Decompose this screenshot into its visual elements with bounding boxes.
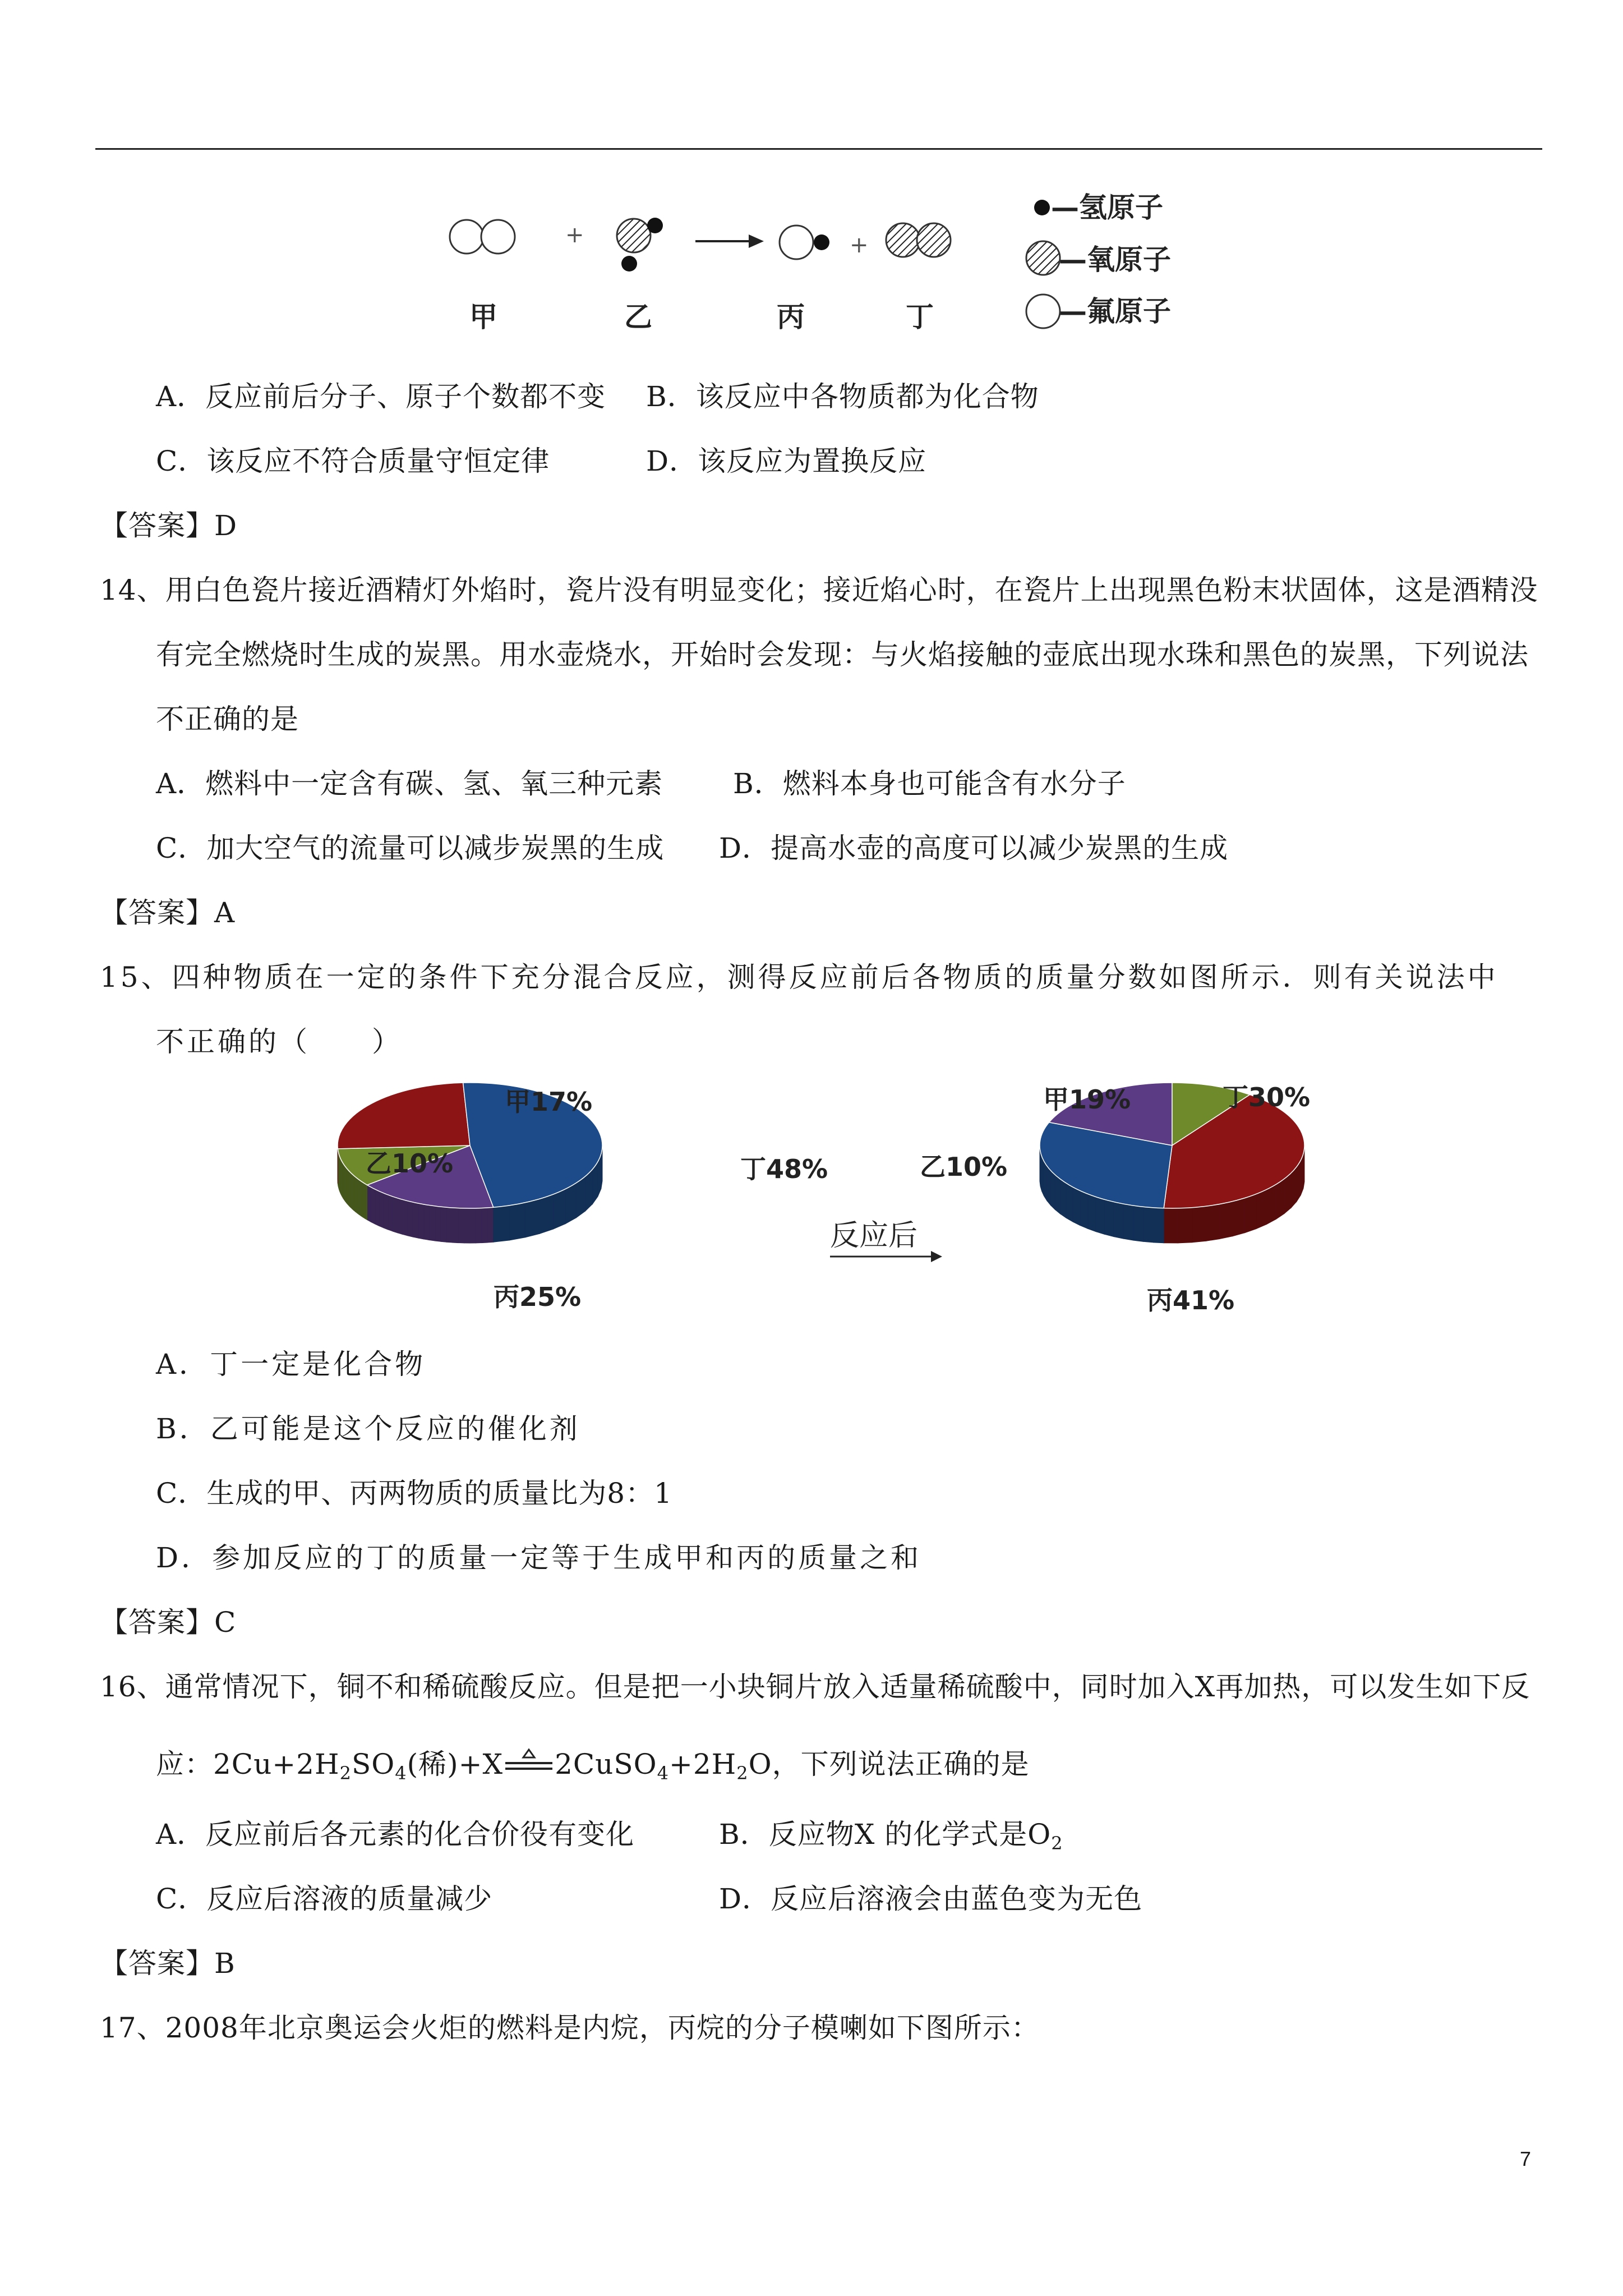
pie-side-丁 [1154, 1208, 1164, 1243]
pie-side-甲 [375, 1189, 379, 1226]
q13-option-b: B．该反应中各物质都为化合物 [646, 380, 1039, 413]
reaction-arrow [695, 234, 764, 248]
label-ding: 丁 [906, 301, 934, 333]
pie-charts [336, 1066, 1346, 1329]
q15-option-c: C．生成的甲、丙两物质的质量比为8：1 [156, 1477, 672, 1510]
pie-side-甲 [393, 1197, 398, 1233]
q14-option-a: A．燃料中一定含有碳、氢、氧三种元素 [156, 767, 663, 800]
header-rule [95, 148, 1542, 150]
pie-side-丁 [1050, 1170, 1055, 1209]
q15-stem-line2: 不正确的（ ） [156, 1025, 403, 1058]
pie-side-甲 [441, 1207, 446, 1242]
heat-equals-sign [503, 1755, 555, 1778]
pie-side-甲 [424, 1204, 430, 1240]
pie-side-甲 [476, 1208, 481, 1243]
pie-side-甲 [388, 1195, 393, 1231]
q14-stem-line3: 不正确的是 [156, 703, 299, 735]
pie-side-丙 [1206, 1204, 1219, 1241]
eq-part: 2CuSO [555, 1748, 657, 1780]
pie-slice-丙 [338, 1083, 470, 1149]
q15-option-d: D．参加反应的丁的质量一定等于生成甲和丙的质量之和 [156, 1542, 922, 1574]
q14-stem-line2: 有完全燃烧时生成的炭黑。用水壶烧水，开始时会发现：与火焰接触的壶底出现水珠和黑色的炭黑，下列说法 [156, 638, 1529, 671]
pie-side-丁 [565, 1183, 576, 1224]
pie-side-丁 [1088, 1194, 1096, 1231]
pie-side-丁 [1047, 1166, 1051, 1205]
pie-side-丙 [1233, 1198, 1245, 1236]
pie-side-甲 [487, 1207, 493, 1243]
q13-answer: 【答案】D [100, 509, 238, 542]
pie-side-丙 [1284, 1173, 1291, 1214]
pie-side-丁 [525, 1199, 540, 1237]
pie-side-甲 [398, 1198, 403, 1235]
pie-before-label-ding: 丁48% [740, 1154, 828, 1184]
pie-side-甲 [408, 1201, 413, 1237]
pie-side-丁 [554, 1189, 566, 1230]
q16-option-b-sub: 2 [1051, 1833, 1063, 1854]
q16-answer: 【答案】B [100, 1947, 236, 1980]
pie-side-甲 [367, 1185, 371, 1222]
q16-option-b-text: B．反应物X 的化学式是O [719, 1818, 1052, 1851]
eq-sub: 4 [395, 1763, 407, 1784]
legend [1026, 191, 1171, 328]
q16-option-d: D．反应后溶液会由蓝色变为无色 [719, 1883, 1143, 1915]
q16-option-c: C．反应后溶液的质量减少 [156, 1883, 493, 1915]
eq-sub: 2 [736, 1763, 749, 1784]
pie-side-丙 [1192, 1206, 1206, 1242]
pie-side-丙 [1220, 1202, 1233, 1239]
pie-side-甲 [403, 1199, 408, 1235]
pie-side-丙 [1245, 1194, 1256, 1232]
q15-option-b: B．乙可能是这个反应的催化剂 [156, 1412, 580, 1445]
pie-side-丁 [1044, 1161, 1046, 1200]
legend-hydrogen: —氢原子 [1051, 191, 1163, 224]
pie-side-丙 [1276, 1179, 1284, 1220]
eq-part: O，下列说法正确的是 [748, 1748, 1030, 1780]
q13-option-a: A．反应前后分子、原子个数都不变 [156, 380, 606, 413]
pie-after-label-bing: 丙41% [1147, 1285, 1235, 1315]
pie-side-丁 [1061, 1179, 1067, 1218]
pie-side-丙 [1178, 1208, 1192, 1243]
legend-oxygen: —氧原子 [1059, 243, 1171, 276]
pie-side-甲 [418, 1203, 424, 1239]
pie-side-丁 [1066, 1183, 1073, 1222]
pie-arrow [830, 1251, 942, 1262]
molecule-jia [450, 220, 515, 254]
label-jia: 甲 [469, 301, 497, 333]
q14-option-b: B．燃料本身也可能含有水分子 [733, 767, 1126, 800]
pie-after-label-ding: 丁30% [1223, 1082, 1311, 1112]
q15-stem-line1: 15、四种物质在一定的条件下充分混合反应，测得反应前后各物质的质量分数如图所示．则有关说法中 [100, 961, 1498, 993]
pie-side-丁 [1042, 1156, 1044, 1196]
q14-option-d: D．提高水壶的高度可以减少炭黑的生成 [719, 832, 1229, 864]
pie-side-甲 [453, 1208, 458, 1243]
pie-side-乙 [359, 1180, 361, 1216]
molecule-ding [886, 223, 951, 257]
pie-side-丁 [1105, 1199, 1114, 1236]
eq-part: +2H [668, 1748, 737, 1780]
pie-side-丁 [1096, 1197, 1105, 1235]
molecule-yi [617, 218, 663, 272]
pie-side-丁 [540, 1194, 553, 1234]
pie-side-甲 [458, 1208, 464, 1243]
pie-side-丙 [1291, 1167, 1297, 1208]
pie-side-丁 [1080, 1190, 1088, 1228]
reaction-diagram [426, 180, 1211, 348]
pie-before-label-bing: 丙25% [494, 1282, 582, 1312]
pie-side-丁 [1133, 1205, 1144, 1241]
pie-side-甲 [371, 1187, 375, 1224]
pie-after-label-jia: 甲19% [1043, 1084, 1131, 1115]
q15-answer: 【答案】C [100, 1606, 237, 1639]
pie-side-丁 [1144, 1207, 1154, 1243]
eq-sub: 4 [657, 1763, 669, 1784]
pie-side-丙 [1256, 1189, 1267, 1228]
legend-fluorine: —氟原子 [1059, 295, 1171, 328]
plus-sign: + [565, 222, 584, 248]
q13-option-d: D．该反应为置换反应 [646, 445, 927, 477]
pie-before-label-jia: 甲17% [505, 1087, 593, 1117]
q16-option-a: A．反应前后各元素的化合价役有变化 [156, 1818, 635, 1851]
eq-sub: 2 [339, 1763, 352, 1784]
q16-stem-line1: 16、通常情况下，铜不和稀硫酸反应。但是把一小块铜片放入适量稀硫酸中，同时加入X再加热，可以发生如下反 [100, 1671, 1530, 1703]
pie-after-label-yi: 乙10% [920, 1152, 1008, 1182]
pie-side-甲 [464, 1208, 470, 1243]
eq-part: (稀)+X [407, 1748, 504, 1780]
q16-option-b [719, 1818, 1063, 1854]
pie-side-乙 [365, 1184, 367, 1220]
pie-before-label-yi: 乙10% [366, 1148, 454, 1179]
eq-part: SO [351, 1748, 395, 1780]
pie-side-甲 [470, 1208, 476, 1243]
pie-arrow-label: 反应后 [830, 1219, 918, 1253]
pie-side-甲 [435, 1206, 441, 1241]
pie-side-丁 [494, 1205, 510, 1242]
q14-answer: 【答案】A [100, 896, 236, 929]
pie-side-甲 [430, 1205, 435, 1241]
q14-stem-line1: 14、用白色瓷片接近酒精灯外焰时，瓷片没有明显变化；接近焰心时，在瓷片上出现黑色粉末状固体，这是酒精没 [100, 574, 1538, 606]
pie-side-甲 [413, 1202, 418, 1238]
pie-side-丙 [1267, 1184, 1276, 1224]
page-number: 7 [1520, 2147, 1532, 2170]
pie-side-丁 [1055, 1175, 1060, 1214]
pie-side-甲 [482, 1208, 487, 1243]
pie-side-丙 [1164, 1208, 1178, 1243]
pie-side-乙 [363, 1182, 365, 1218]
q15-option-a: A．丁一定是化合物 [156, 1348, 426, 1381]
pie-side-丁 [510, 1203, 525, 1240]
q16-equation-line [156, 1748, 1030, 1784]
pie-side-甲 [446, 1207, 452, 1243]
pie-side-乙 [361, 1181, 363, 1217]
plus-sign: + [850, 232, 869, 258]
q13-option-c: C．该反应不符合质量守恒定律 [156, 445, 550, 477]
pie-side-甲 [384, 1193, 388, 1230]
molecule-bing [780, 226, 829, 259]
label-yi: 乙 [624, 301, 652, 333]
eq-part: 应：2Cu+2H [156, 1748, 340, 1780]
pie-side-丁 [1073, 1187, 1080, 1225]
pie-side-丁 [1123, 1204, 1133, 1240]
q14-option-c: C．加大空气的流量可以减步炭黑的生成 [156, 832, 665, 864]
pie-side-丁 [1114, 1202, 1123, 1239]
label-bing: 丙 [777, 301, 805, 333]
pie-side-甲 [379, 1191, 384, 1227]
q17-stem-line1: 17、2008年北京奥运会火炬的燃料是内烷，丙烷的分子模喇如下图所示： [100, 2012, 1040, 2044]
